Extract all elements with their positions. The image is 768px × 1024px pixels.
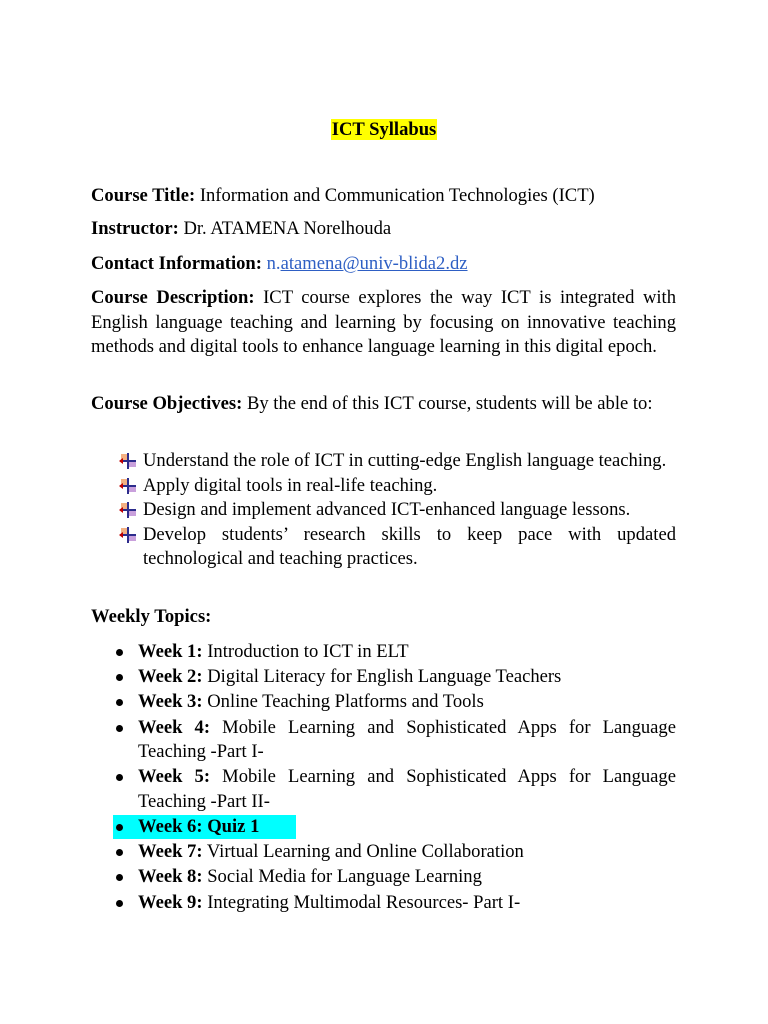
page-title xyxy=(0,118,768,143)
course-title-line xyxy=(91,184,676,209)
email-prefix: n. xyxy=(266,253,281,274)
objectives-label: Course Objectives: xyxy=(91,393,243,414)
description-text: ICT course explores the way ICT is integrated with English language teaching and learning by focusing on innovative teaching methods and digital tools to enhance language learning in this digital epoch. xyxy=(91,287,676,357)
list-item xyxy=(113,865,676,890)
week-label: Week 3: xyxy=(138,691,203,713)
arrow-cross-icon xyxy=(119,478,137,494)
objectives-intro: By the end of this ICT course, students will be able to: xyxy=(246,393,653,414)
objective-text: Apply digital tools in real-life teaching. xyxy=(143,474,438,496)
week-label: Week 2: xyxy=(138,666,203,688)
description-label: Course Description: xyxy=(91,287,255,308)
list-item xyxy=(113,716,676,765)
arrow-cross-icon xyxy=(119,502,137,518)
course-title-label: Course Title: xyxy=(91,185,196,206)
course-objectives xyxy=(91,392,676,417)
instructor-line xyxy=(91,217,676,242)
instructor-value: Dr. ATAMENA Norelhouda xyxy=(183,218,392,239)
instructor-label: Instructor: xyxy=(91,218,179,239)
bullet-icon xyxy=(116,674,123,681)
list-item-quiz xyxy=(113,815,296,840)
arrow-cross-icon xyxy=(119,453,137,469)
list-item xyxy=(117,474,676,499)
title-text: ICT Syllabus xyxy=(331,119,437,140)
objective-text: Understand the role of ICT in cutting-edge English language teaching. xyxy=(143,450,667,471)
week-topic: Mobile Learning and Sophisticated Apps for Language Teaching -Part II- xyxy=(138,766,676,812)
week-topic: Virtual Learning and Online Collaboration xyxy=(206,841,524,863)
bullet-icon xyxy=(116,774,123,781)
week-label: Week 5: xyxy=(138,766,211,788)
week-topic: Mobile Learning and Sophisticated Apps for Language Teaching -Part I- xyxy=(138,716,676,763)
list-item xyxy=(113,690,676,715)
list-item xyxy=(113,640,676,665)
list-item xyxy=(117,523,676,572)
bullet-icon xyxy=(116,725,123,732)
week-topic: Digital Literacy for English Language Teachers xyxy=(207,666,562,688)
week-topic: Social Media for Language Learning xyxy=(207,866,482,888)
bullet-icon xyxy=(116,849,123,856)
week-topic: Introduction to ICT in ELT xyxy=(207,641,409,662)
week-label: Week 1: xyxy=(138,641,203,662)
week-topic: Integrating Multimodal Resources- Part I- xyxy=(207,891,521,913)
list-item xyxy=(117,449,676,474)
objectives-list xyxy=(117,449,676,572)
week-topic: Online Teaching Platforms and Tools xyxy=(207,691,484,713)
bullet-icon xyxy=(116,824,123,831)
week-label: Week 6: Quiz 1 xyxy=(138,815,260,837)
list-item xyxy=(113,840,676,865)
list-item xyxy=(113,765,676,814)
list-item xyxy=(117,498,676,523)
course-title-value: Information and Communication Technologies (ICT) xyxy=(199,185,595,206)
contact-line xyxy=(91,252,676,277)
email-address: atamena@univ-blida2.dz xyxy=(280,253,468,274)
bullet-icon xyxy=(116,874,123,881)
bullet-icon xyxy=(116,900,123,907)
weekly-label: Weekly Topics: xyxy=(91,606,212,627)
weekly-topics-list xyxy=(113,640,676,916)
email-link[interactable] xyxy=(267,253,468,274)
bullet-icon xyxy=(116,649,123,656)
objective-text: Design and implement advanced ICT-enhanced language lessons. xyxy=(143,499,631,520)
course-description xyxy=(91,286,676,360)
contact-label: Contact Information: xyxy=(91,253,262,274)
list-item xyxy=(113,891,676,916)
week-label: Week 7: xyxy=(138,841,203,863)
arrow-cross-icon xyxy=(119,527,137,543)
week-label: Week 4: xyxy=(138,716,211,738)
bullet-icon xyxy=(116,699,123,706)
week-label: Week 9: xyxy=(138,891,203,913)
objective-text: Develop students’ research skills to keep pace with updated technological and teaching practices. xyxy=(143,523,676,569)
weekly-topics-heading xyxy=(91,605,676,630)
week-label: Week 8: xyxy=(138,866,203,888)
list-item xyxy=(113,665,676,690)
